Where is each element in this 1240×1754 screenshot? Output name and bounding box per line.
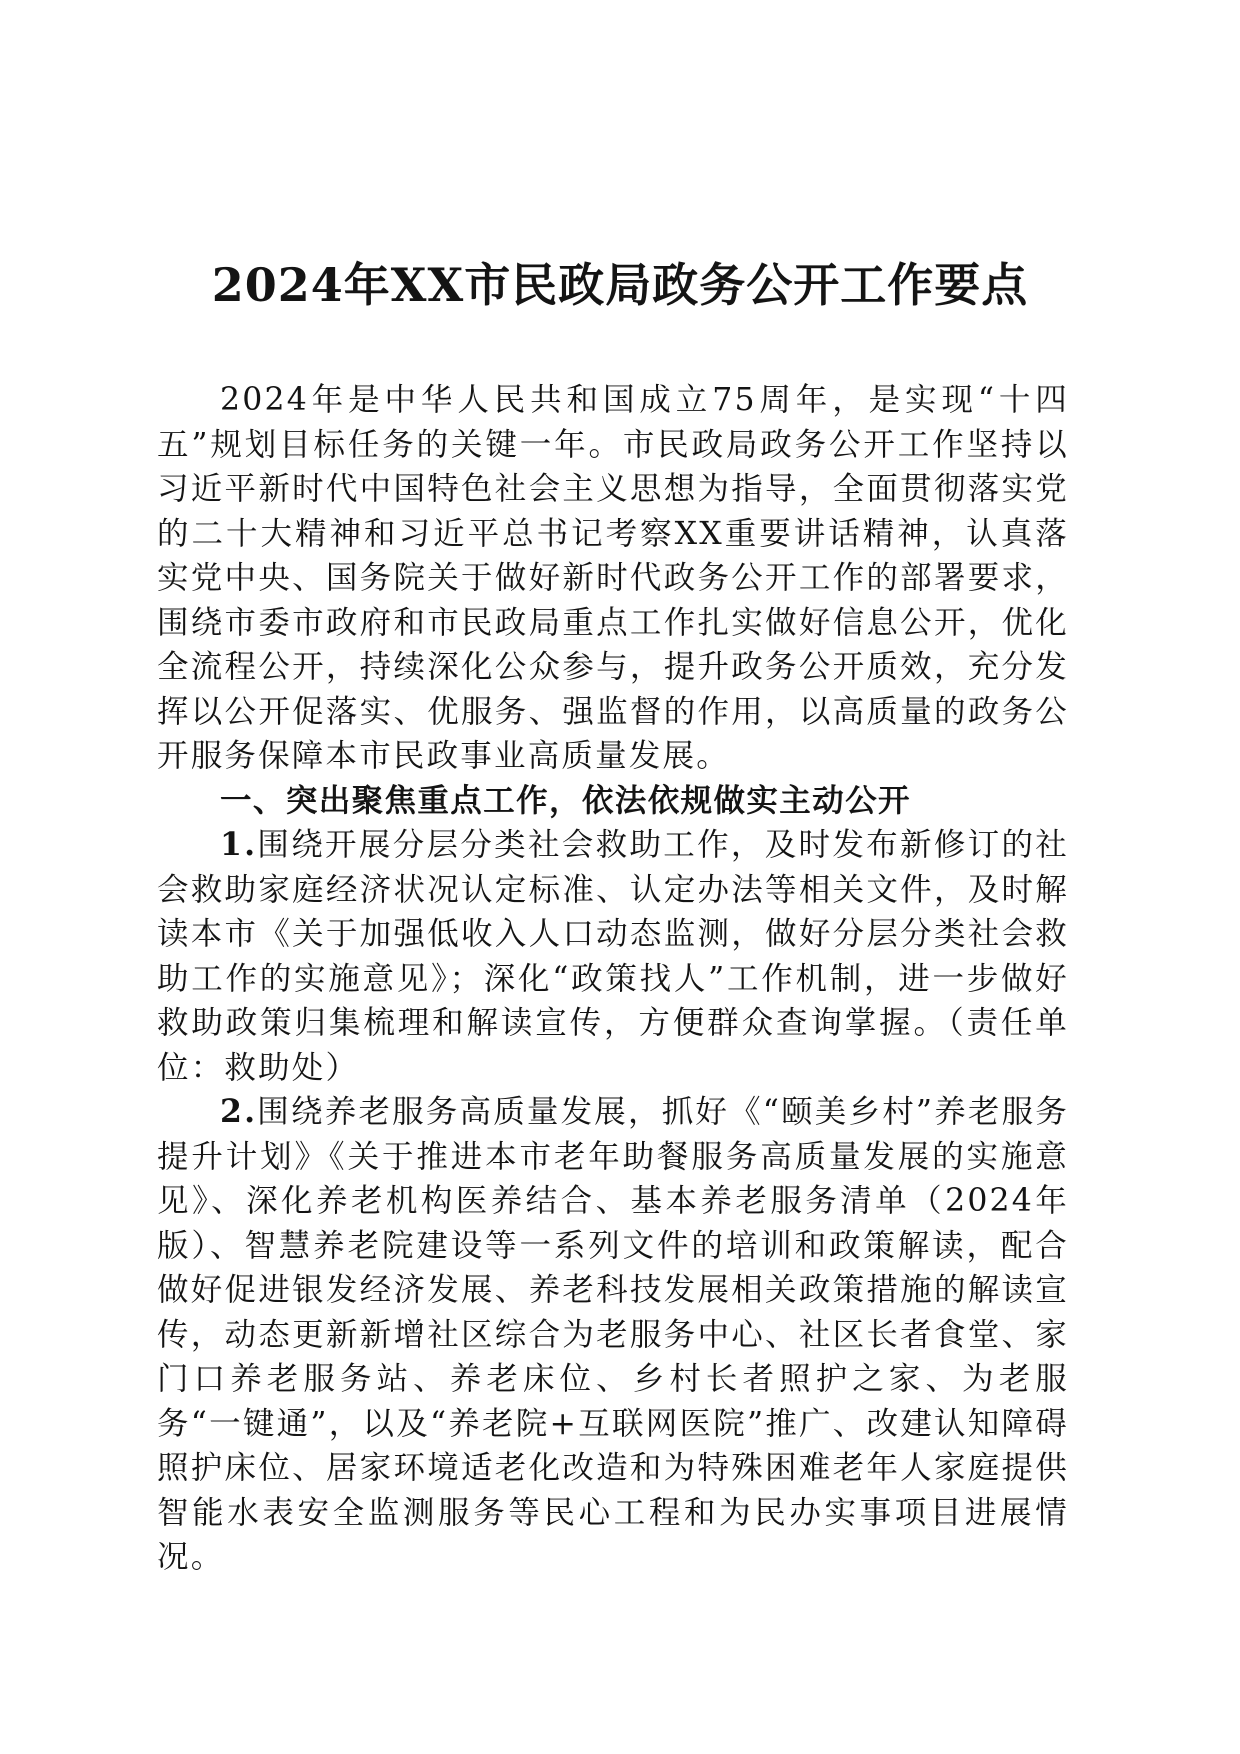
item-text: 围绕养老服务高质量发展，抓好《“颐美乡村”养老服务提升计划》《关于推进本市老年助餐服务高质量发展的实施意见》、深化养老机构医养结合、基本养老服务清单（2024年版）、智慧养老院建设等一系列文件的培训和政策解读，配合做好促进银发经济发展、养老科技发展相关政策措施的解读宣传，动态更新新增社区综合为老服务中心、社区长者食堂、家门口养老服务站、养老床位、乡村长者照护之家、为老服务“一键通”，以及“养老院+互联网医院”推广、改建认知障碍照护床位、居家环境适老化改造和为特殊困难老年人家庭提供智能水表安全监测服务等民心工程和为民办实事项目进展情况。	[157, 1094, 1070, 1575]
intro-paragraph: 2024年是中华人民共和国成立75周年，是实现“十四五”规划目标任务的关键一年。市民政局政务公开工作坚持以习近平新时代中国特色社会主义思想为指导，全面贯彻落实党的二十大精神和习近平总书记考察XX重要讲话精神，认真落实党中央、国务院关于做好新时代政务公开工作的部署要求，围绕市委市政府和市民政局重点工作扎实做好信息公开，优化全流程公开，持续深化公众参与，提升政务公开质效，充分发挥以公开促落实、优服务、强监督的作用，以高质量的政务公开服务保障本市民政事业高质量发展。	[157, 382, 1069, 774]
document-body	[157, 378, 1069, 1580]
item-number: 2.	[220, 1093, 258, 1130]
section-heading: 一、突出聚焦重点工作，依法依规做实主动公开	[220, 782, 911, 819]
item-number: 1.	[220, 826, 258, 863]
document-title: 2024年XX市民政局政务公开工作要点	[211, 258, 1029, 312]
list-item	[157, 823, 1069, 1090]
list-item	[157, 1090, 1069, 1580]
item-text: 围绕开展分层分类社会救助工作，及时发布新修订的社会救助家庭经济状况认定标准、认定办法等相关文件，及时解读本市《关于加强低收入人口动态监测，做好分层分类社会救助工作的实施意见》；深化“政策找人”工作机制，进一步做好救助政策归集梳理和解读宣传，方便群众查询掌握。（责任单位：救助处）	[157, 827, 1069, 1086]
